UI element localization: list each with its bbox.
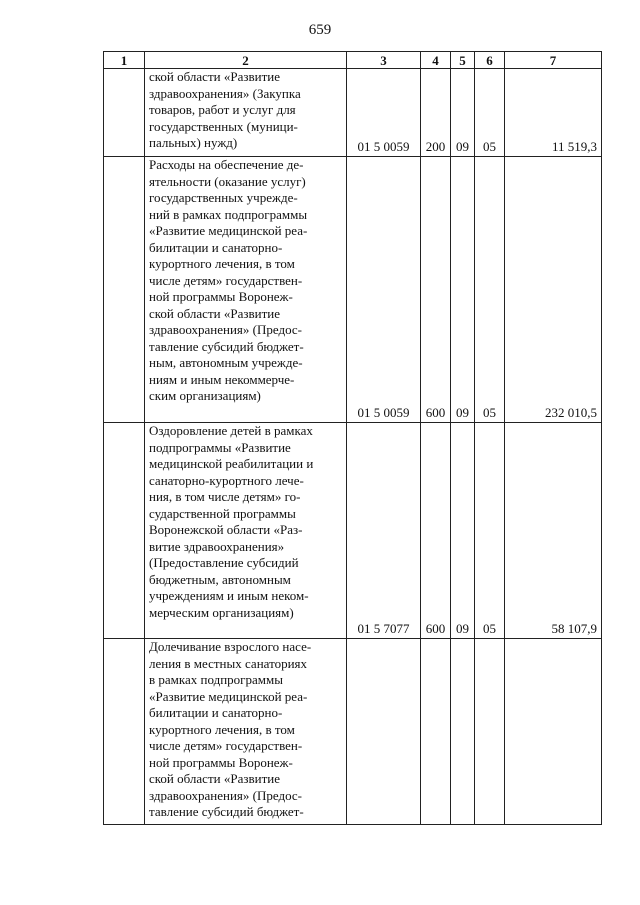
table-row [104,423,602,639]
row-index-cell [104,157,145,423]
description-cell: Расходы на обеспечение де- ятельности (оказание услуг) государственных учрежде- ний в рамках подпрограммы «Развитие медицинской реа- билитации и санаторно- курортного лечения, в том числе детям» государствен- ной программы Воронеж- ской области «Развитие здравоохранения» (Предос- тавление субсидий бюджет- ным, автономным учрежде- ниям и иным некоммерче- ским организациям) [145,157,347,423]
expense-type-cell: 600 [421,423,451,639]
table-row [104,69,602,157]
row-index-cell [104,639,145,825]
expense-type-cell: 200 [421,69,451,157]
column-header-5: 5 [451,52,475,69]
table-row [104,639,602,825]
column-header-3: 3 [347,52,421,69]
target-code-cell: 01 5 0059 [347,157,421,423]
expense-type-cell [421,639,451,825]
row-index-cell [104,69,145,157]
description-cell: Долечивание взрослого насе- ления в местных санаториях в рамках подпрограммы «Развитие медицинской реа- билитации и санаторно- курортного лечения, в том числе детям» государствен- ной программы Воронеж- ской области «Развитие здравоохранения» (Предос- тавление субсидий бюджет- [145,639,347,825]
column-header-6: 6 [475,52,505,69]
amount-cell: 11 519,3 [505,69,602,157]
amount-cell [505,639,602,825]
column-header-4: 4 [421,52,451,69]
section-cell: 09 [451,423,475,639]
page-number: 659 [308,22,332,38]
section-cell: 09 [451,157,475,423]
amount-cell: 58 107,9 [505,423,602,639]
section-cell [451,639,475,825]
target-code-cell [347,639,421,825]
column-header-1: 1 [104,52,145,69]
column-header-2: 2 [145,52,347,69]
expense-type-cell: 600 [421,157,451,423]
subsection-cell: 05 [475,157,505,423]
amount-cell: 232 010,5 [505,157,602,423]
target-code-cell: 01 5 7077 [347,423,421,639]
subsection-cell: 05 [475,423,505,639]
budget-table [103,51,602,825]
table-row [104,157,602,423]
row-index-cell [104,423,145,639]
target-code-cell: 01 5 0059 [347,69,421,157]
subsection-cell: 05 [475,69,505,157]
column-header-7: 7 [505,52,602,69]
section-cell: 09 [451,69,475,157]
table-header-row [104,52,602,69]
description-cell: Оздоровление детей в рамках подпрограммы «Развитие медицинской реабилитации и санаторно-курортного лече- ния, в том числе детям» го- сударственной программы Воронежской области «Раз- витие здравоохранения» (Предоставление субсидий бюджетным, автономным учреждениям и иным неком- мерческим организациям) [145,423,347,639]
subsection-cell [475,639,505,825]
description-cell: ской области «Развитие здравоохранения» (Закупка товаров, работ и услуг для государственных (муници- пальных) нужд) [145,69,347,157]
